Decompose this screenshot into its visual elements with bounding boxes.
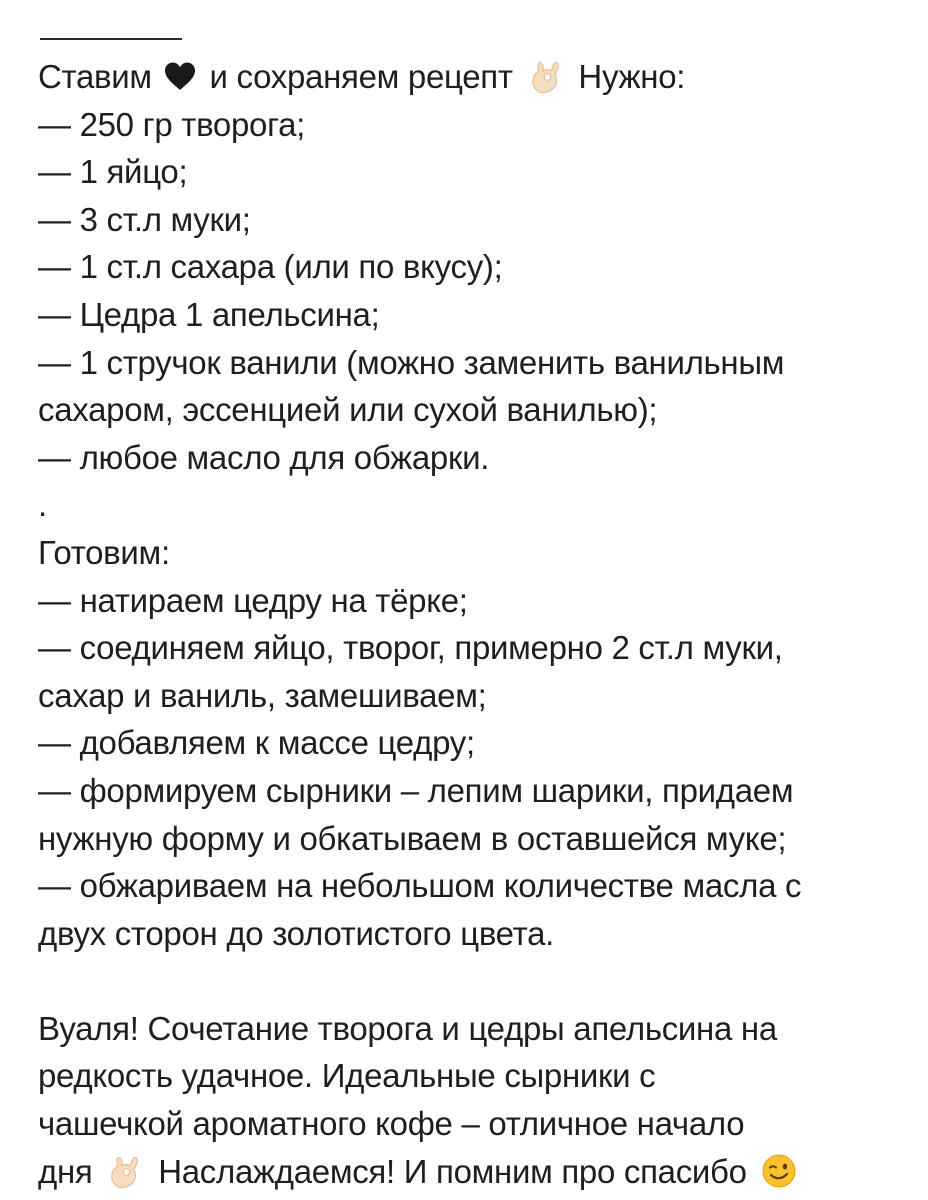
recipe-post: [38, 53, 908, 1195]
closing-line: [38, 1148, 908, 1196]
ingredient-item: — 1 стручок ванили (можно заменить ванильным: [38, 343, 785, 381]
ingredient-item: — любое масло для обжарки.: [38, 438, 490, 476]
step-item: — формируем сырники – лепим шарики, придаем: [38, 771, 794, 809]
ingredient-item: — 1 яйцо;: [38, 153, 188, 191]
closing-text-2: Наслаждаемся! И помним про спасибо: [158, 1152, 747, 1190]
closing-text-1: дня: [38, 1152, 93, 1190]
ingredient-item: сахаром, эссенцией или сухой ванилью);: [38, 391, 658, 429]
outro-line: редкость удачное. Идеальные сырники с: [38, 1057, 656, 1095]
intro-text-2: и сохраняем рецепт: [209, 58, 513, 95]
intro-text-1: Ставим: [38, 58, 152, 95]
outro-line: чашечкой ароматного кофе – отличное начало: [38, 1105, 745, 1143]
ok-hand-icon: [109, 1154, 139, 1188]
ingredient-item: — 3 ст.л муки;: [38, 200, 251, 238]
ingredient-item: — Цедра 1 апельсина;: [38, 295, 380, 333]
step-item: — натираем цедру на тёрке;: [38, 581, 468, 619]
steps-title: Готовим:: [38, 533, 170, 571]
black-heart-icon: [163, 61, 197, 91]
ingredient-item: — 250 гр творога;: [38, 105, 306, 143]
top-divider: [40, 38, 182, 40]
spacer: [38, 957, 908, 1005]
step-item: нужную форму и обкатываем в оставшейся муке;: [38, 819, 787, 857]
intro-line: [38, 53, 908, 101]
step-item: — обжариваем на небольшом количестве масла с: [38, 867, 802, 905]
ingredient-item: — 1 ст.л сахара (или по вкусу);: [38, 248, 503, 286]
step-item: сахар и ваниль, замешиваем;: [38, 676, 487, 714]
intro-text-3: Нужно:: [578, 58, 686, 95]
step-item: двух сторон до золотистого цвета.: [38, 914, 555, 952]
separator-dot: .: [38, 486, 47, 524]
winking-face-icon: [762, 1154, 796, 1188]
step-item: — соединяем яйцо, творог, примерно 2 ст.л муки,: [38, 629, 783, 667]
outro-line: Вуаля! Сочетание творога и цедры апельсина на: [38, 1009, 777, 1047]
ok-hand-icon: [530, 59, 560, 93]
step-item: — добавляем к массе цедру;: [38, 724, 475, 762]
